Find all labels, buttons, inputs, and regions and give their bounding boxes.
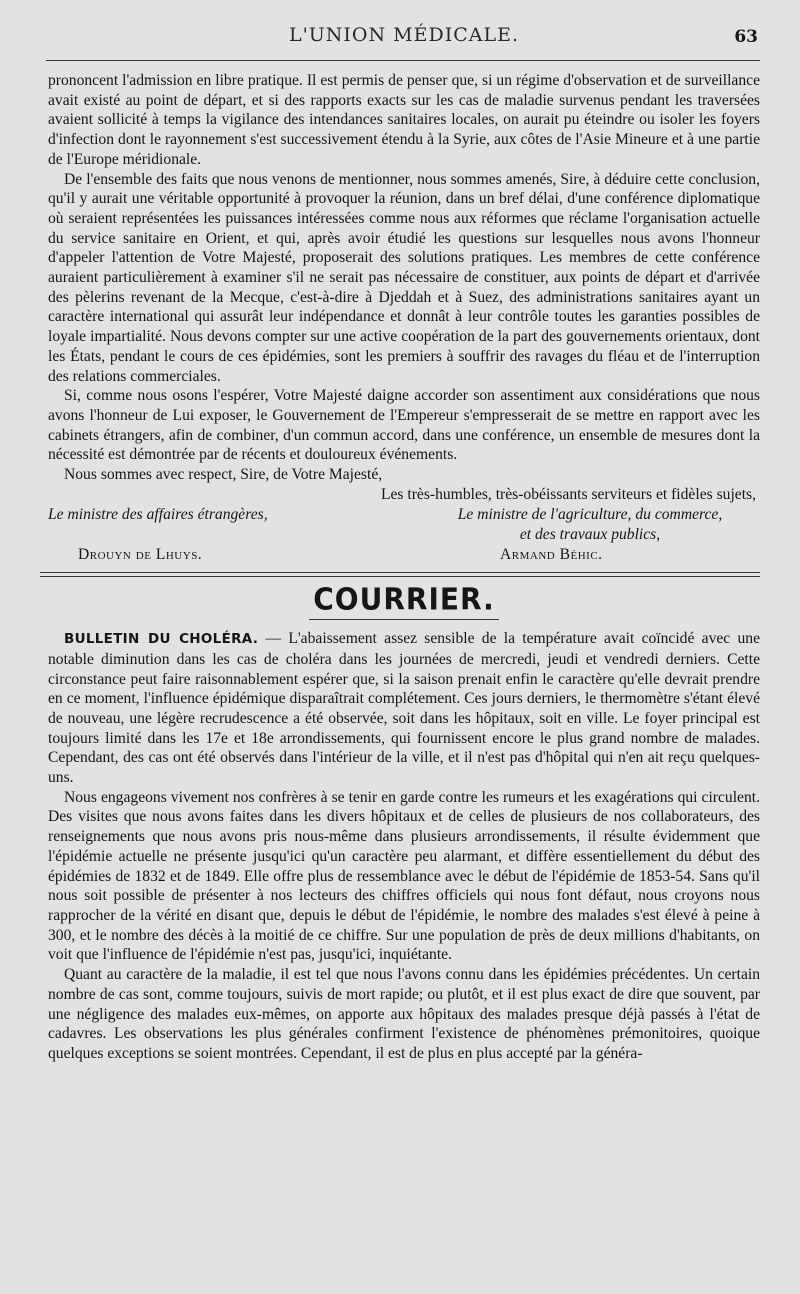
bulletin-label: BULLETIN DU CHOLÉRA. <box>64 631 259 648</box>
report-text <box>48 71 760 485</box>
section-title: COURRIER. <box>313 581 495 618</box>
running-head <box>48 0 760 62</box>
signatory-behic: Armand Béhic. <box>500 545 603 563</box>
bulletin-text: — L'abaissement assez sensible de la température avait coïncidé avec une notable diminution dans les cas de choléra dans les journées de mercredi, jeudi et vendredi derniers. Cette circonstance peut faire raisonnablement espérer que, si la saison prenait enfin le caractère qu'elle devrait prendre en ce moment, l'influence épidémique disparaîtrait complétement. Ces jours derniers, le thermomètre s'étant élevé de nouveau, une légère recrudescence a été observée, soit dans les hôpitaux, soit en ville. Le foyer principal est toujours limité dans les 17e et 18e arrondissements, qui fournissent encore le plus grand nombre de malades. Cependant, des cas ont été observés dans l'intérieur de la ville, et il n'est pas d'hôpital qui n'en ait reçu quelques-uns. <box>48 630 760 787</box>
journal-title: L'UNION MÉDICALE. <box>288 24 520 46</box>
minister-agriculture-title: Le ministre de l'agriculture, du commerce, <box>457 506 723 524</box>
signatory-drouyn: Drouyn de Lhuys. <box>78 545 203 563</box>
servants-line: Les très-humbles, très-obéissants serviteurs et fidèles sujets, <box>380 485 756 503</box>
paragraph-conference: De l'ensemble des faits que nous venons de mentionner, nous sommes amenés, Sire, à déduire cette conclusion, qu'il y aurait une véritable opportunité à provoquer la réunion, dans un bref délai, d'une conférence diplomatique où seraient représentées les puissances intéressées comme nous aux réformes que réclame l'organisation actuelle du service sanitaire en Orient, et qui, après avoir étudié les questions sur lesquelles nous avons l'honneur d'appeler l'attention de Votre Majesté, proposerait des solutions pratiques. Les membres de cette conférence auraient particulièrement à examiner s'il ne serait pas nécessaire de constituer, aux points de départ et d'arrivée des pèlerins revenant de la Mecque, c'est-à-dire à Djeddah et à Suez, des administrations sanitaires ayant un caractère international qui assurât leur indépendance et donnât à leur contrôle toutes les garanties possibles de loyale impartialité. Nous devons compter sur une active coopération de la part des gouvernements orientaux, dont les États, pendant le cours de ces épidémies, sont les premiers à souffrir des ravages du fléau et de l'interruption des relations commerciales. <box>48 170 760 385</box>
closing-line: Nous sommes avec respect, Sire, de Votre Majesté, <box>64 466 383 484</box>
paragraph-request: Si, comme nous osons l'espérer, Votre Majesté daigne accorder son assentiment aux considérations que nous avons l'honneur de Lui exposer, le Gouvernement de l'Empereur s'empresserait de se mettre en rapport avec les cabinets étrangers, afin de combiner, d'un commun accord, dans une conférence, un ensemble de mesures dont la nécessité est démontrée par de récents et douloureux événements. <box>48 387 760 464</box>
title-underline <box>309 619 499 620</box>
paragraph-continued: prononcent l'admission en libre pratique. Il est permis de penser que, si un régime d'observation et de surveillance avait existé au point de départ, et si des rapports exacts sur les cas de maladie survenus pendant les traversées avaient sollicité à temps la vigilance des intendances sanitaires locales, on aurait pu éteindre ou isoler les foyers d'infection dont le rayonnement s'est successivement étendu à la Syrie, aux côtes de l'Asie Mineure et à une partie de l'Europe méridionale. <box>48 72 760 168</box>
section-divider <box>40 572 760 577</box>
paragraph-character: Quant au caractère de la maladie, il est tel que nous l'avons connu dans les épidémies précédentes. Un certain nombre de cas sont, comme toujours, suivis de mort rapide; ou plutôt, et il est plus exact de dire que souvent, par une négligence des malades eux-mêmes, on apporte aux hôpitaux des malades presque déjà passés à l'état de cadavres. Les observations les plus générales confirment l'existence de phénomènes prémonitoires, quoique quelques exceptions se soient montrées. Cependant, il est de plus en plus accepté par la généra- <box>48 966 760 1062</box>
courrier-text <box>48 629 760 1063</box>
minister-foreign-affairs-title: Le ministre des affaires étrangères, <box>48 506 268 524</box>
bulletin-paragraph <box>48 629 760 788</box>
signature-block <box>48 485 760 564</box>
minister-agriculture-title-cont: et des travaux publics, <box>519 525 661 543</box>
page-number: 63 <box>734 27 758 47</box>
paragraph-rumours: Nous engageons vivement nos confrères à se tenir en garde contre les rumeurs et les exagérations qui circulent. Des visites que nous avons faites dans les divers hôpitaux et de celles de plusieurs de nos collaborateurs, des renseignements que nous avons pris nous-même dans plusieurs arrondissements, il résulte évidemment que l'épidémie actuelle ne présente jusqu'ici qu'un caractère peu alarmant, et diffère essentiellement du début des épidémies de 1832 et de 1849. Elle offre plus de ressemblance avec le début de l'épidémie de 1853-54. Sans qu'il nous soit possible de présenter à nos lecteurs des chiffres officiels qui nous font défaut, nous croyons nous rapprocher de la vérité en disant que, depuis le début de l'épidémie, le nombre des malades s'est élevé à peine à 300, et le nombre des décès à la moitié de ce chiffre. Sur une population de près de deux millions d'habitants, on voit que l'influence de l'épidémie n'est pas, jusqu'ici, inquiétante. <box>48 788 760 964</box>
header-rule <box>46 60 760 61</box>
